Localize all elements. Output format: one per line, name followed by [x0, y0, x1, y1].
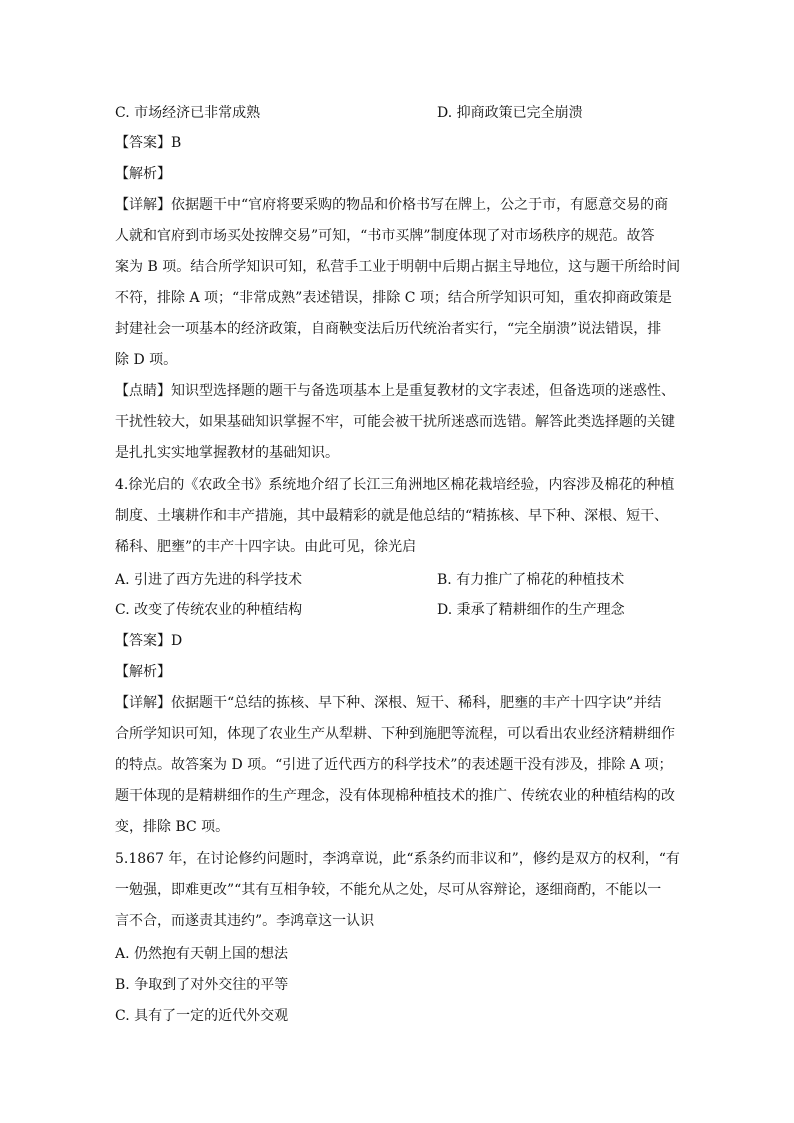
q3-option-c: C. 市场经济已非常成熟	[115, 105, 261, 121]
q3-detail-line: 不符，排除 A 项；“非常成熟”表述错误，排除 C 项；结合所学知识可知，重农抑商政策是	[115, 290, 672, 306]
q3-analysis-label: 【解析】	[115, 166, 171, 182]
q5-option-a: A. 仍然抱有天朝上国的想法	[115, 946, 289, 962]
q4-detail-line: 的特点。故答案为 D 项。“引进了近代西方的科学技术”的表述题干没有涉及，排除 A 项；	[115, 757, 673, 773]
q3-answer: 【答案】B	[115, 135, 182, 151]
q4-stem-line: 4.徐光启的《农政全书》系统地介绍了长江三角洲地区棉花栽培经验，内容涉及棉花的种植	[115, 477, 675, 493]
q4-detail-line: 题干体现的是精耕细作的生产理念，没有体现棉种植技术的推广、传统农业的种植结构的改	[115, 788, 675, 804]
q3-detail-line: 除 D 项。	[115, 352, 178, 368]
q4-option-b: B. 有力推广了棉花的种植技术	[437, 572, 625, 588]
q3-tip-line: 是扎扎实实地掌握教材的基础知识。	[115, 445, 339, 461]
q4-analysis-label: 【解析】	[115, 664, 171, 680]
q5-stem-line: 一勉强，即难更改”“其有互相争较，不能允从之处，尽可从容辩论，逐细商酌，不能以一	[115, 882, 662, 898]
q4-detail-line: 【详解】依据题干“总结的拣核、早下种、深根、短干、稀科，肥壅的丰产十四字诀”并结	[115, 695, 662, 711]
q4-detail-line: 合所学知识可知，体现了农业生产从犁耕、下种到施肥等流程，可以看出农业经济精耕细作	[115, 726, 675, 742]
q3-detail-line: 封建社会一项基本的经济政策，自商鞅变法后历代统治者实行，“完全崩溃”说法错误，排	[115, 321, 662, 337]
q3-tip-line: 干扰性较大，如果基础知识掌握不牢，可能会被干扰所迷惑而选错。解答此类选择题的关键	[115, 414, 675, 430]
q4-option-d: D. 秉承了精耕细作的生产理念	[437, 602, 625, 618]
q5-option-b: B. 争取到了对外交往的平等	[115, 977, 289, 993]
q3-detail-line: 【详解】依据题干中“官府将要采购的物品和价格书写在牌上，公之于市，有愿意交易的商	[115, 197, 669, 213]
q3-detail-line: 案为 B 项。结合所学知识可知，私营手工业于明朝中后期占据主导地位，这与题干所给时间	[115, 259, 681, 275]
q4-stem-line: 制度、土壤耕作和丰产措施，其中最精彩的就是他总结的“精拣核、早下种、深根、短干、	[115, 508, 669, 524]
q5-option-c: C. 具有了一定的近代外交观	[115, 1008, 289, 1024]
q5-stem-line: 言不合，而遂责其违约”。李鸿章这一认识	[115, 913, 375, 929]
q4-option-a: A. 引进了西方先进的科学技术	[115, 572, 303, 588]
q4-stem-line: 稀科、肥壅”的丰产十四字诀。由此可见，徐光启	[115, 539, 417, 555]
q3-detail-line: 人就和官府到市场买处按牌交易”可知，“书市买牌”制度体现了对市场秩序的规范。故答	[115, 228, 655, 244]
q4-answer: 【答案】D	[115, 633, 183, 649]
q5-stem-line: 5.1867 年，在讨论修约问题时，李鸿章说，此“系条约而非议和”，修约是双方的权利，“有	[115, 851, 680, 867]
q3-tip-line: 【点睛】知识型选择题的题干与备选项基本上是重复教材的文字表述，但备选项的迷惑性、	[115, 383, 675, 399]
q3-option-d: D. 抑商政策已完全崩溃	[437, 105, 583, 121]
q4-option-c: C. 改变了传统农业的种植结构	[115, 602, 303, 618]
q4-detail-line: 变，排除 BC 项。	[115, 819, 230, 835]
